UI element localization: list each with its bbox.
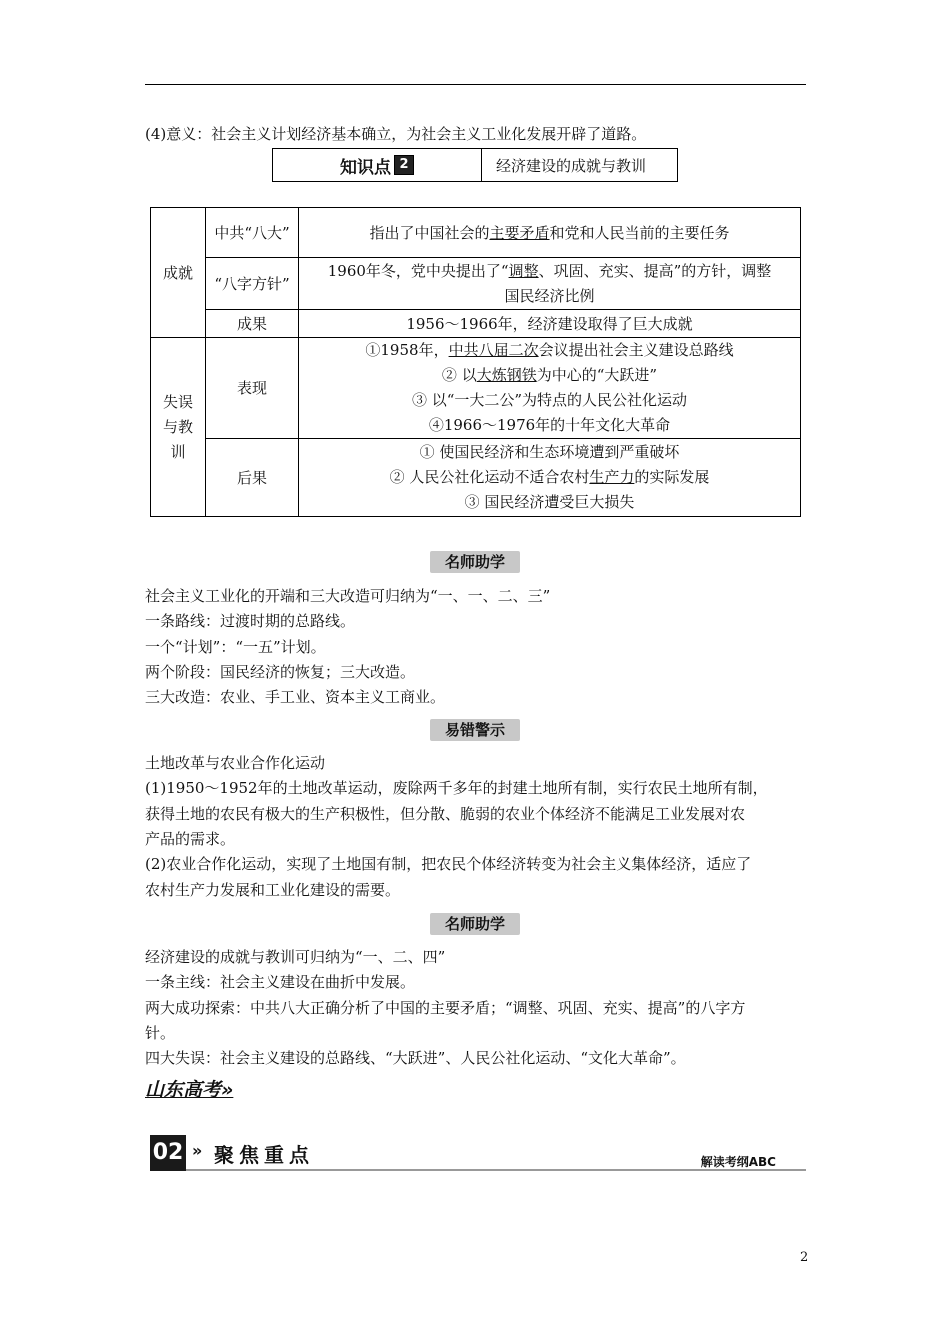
text-line: 获得土地的农民有极大的生产积极性，但分散、脆弱的农业个体经济不能满足工业发展对农 [145, 805, 746, 823]
knowledge-point-number: 2 [394, 155, 414, 175]
text-line: 两大成功探索：中共八大正确分析了中国的主要矛盾；“调整、巩固、充实、提高”的八字方 [145, 999, 746, 1017]
table-row [151, 258, 801, 310]
text-line: 社会主义工业化的开端和三大改造可归纳为“一、一、二、三” [145, 587, 551, 605]
table-cell: 指出了中国社会的主要矛盾和党和人民当前的主要任务 [299, 208, 801, 258]
text-line: 两个阶段：国民经济的恢复；三大改造。 [145, 663, 416, 681]
table-cell: ① 使国民经济和生态环境遭到严重破坏 ② 人民公社化运动不适合农村生产力的实际发展 ③ 国民经济遭受巨大损失 [299, 439, 801, 517]
section-title: 聚焦重点 [214, 1143, 314, 1167]
text-line: 针。 [145, 1024, 176, 1042]
row-label: 成果 [206, 310, 299, 338]
knowledge-point-title: 经济建设的成就与教训 [496, 156, 647, 175]
knowledge-point-box [272, 148, 678, 182]
table-cell: 1960年冬，党中央提出了“调整、巩固、充实、提高”的方针，调整 国民经济比例 [299, 258, 801, 310]
warning-tag: 易错警示 [430, 719, 520, 741]
meaning-line: (4)意义：社会主义计划经济基本确立，为社会主义工业化发展开辟了道路。 [145, 125, 647, 143]
row-label: 中共“八大” [206, 208, 299, 258]
text-line: 经济建设的成就与教训可归纳为“一、二、四” [145, 948, 446, 966]
summary-table [150, 207, 801, 517]
header-rule [145, 84, 806, 85]
row-label: 后果 [206, 439, 299, 517]
section-subtitle: 解读考纲ABC [700, 1155, 776, 1169]
section-rule [186, 1169, 806, 1171]
text-line: (1)1950～1952年的土地改革运动，废除两千多年的封建土地所有制，实行农民土地所有制， [145, 779, 768, 797]
page-number: 2 [800, 1250, 809, 1265]
shandong-heading: 山东高考» [145, 1079, 234, 1101]
achievements-cell: 成就 [151, 208, 206, 338]
section-number: 02 [150, 1135, 186, 1171]
table-row [151, 439, 801, 517]
text-line: (2)农业合作化运动，实现了土地国有制，把农民个体经济转变为社会主义集体经济，适应了 [145, 855, 752, 873]
text-line: 产品的需求。 [145, 830, 236, 848]
text-line: 四大失误：社会主义建设的总路线、“大跃进”、人民公社化运动、“文化大革命”。 [145, 1049, 686, 1067]
text-line: 农村生产力发展和工业化建设的需要。 [145, 881, 401, 899]
mistakes-cell: 失误与教训 [151, 338, 206, 517]
text-line: 一条路线：过渡时期的总路线。 [145, 612, 356, 630]
tip-tag: 名师助学 [430, 551, 520, 573]
row-label: “八字方针” [206, 258, 299, 310]
row-label: 表现 [206, 338, 299, 439]
section-arrow: » [192, 1141, 203, 1160]
table-row [151, 338, 801, 439]
section-bar [150, 1135, 806, 1173]
knowledge-point-label-cell [273, 149, 482, 181]
text-line: 一个“计划”：“一五”计划。 [145, 638, 326, 656]
table-cell: 1956～1966年，经济建设取得了巨大成就 [299, 310, 801, 338]
text-line: 三大改造：农业、手工业、资本主义工商业。 [145, 688, 446, 706]
table-row [151, 208, 801, 258]
table-row [151, 310, 801, 338]
knowledge-point-label: 知识点 [340, 157, 391, 178]
text-line: 一条主线：社会主义建设在曲折中发展。 [145, 973, 416, 991]
tip-tag: 名师助学 [430, 913, 520, 935]
text-line: 土地改革与农业合作化运动 [145, 754, 326, 772]
table-cell: ①1958年，中共八届二次会议提出社会主义建设总路线 ② 以大炼钢铁为中心的“大跃进” ③ 以“一大二公”为特点的人民公社化运动 ④1966～1976年的十年文化大革命 [299, 338, 801, 439]
